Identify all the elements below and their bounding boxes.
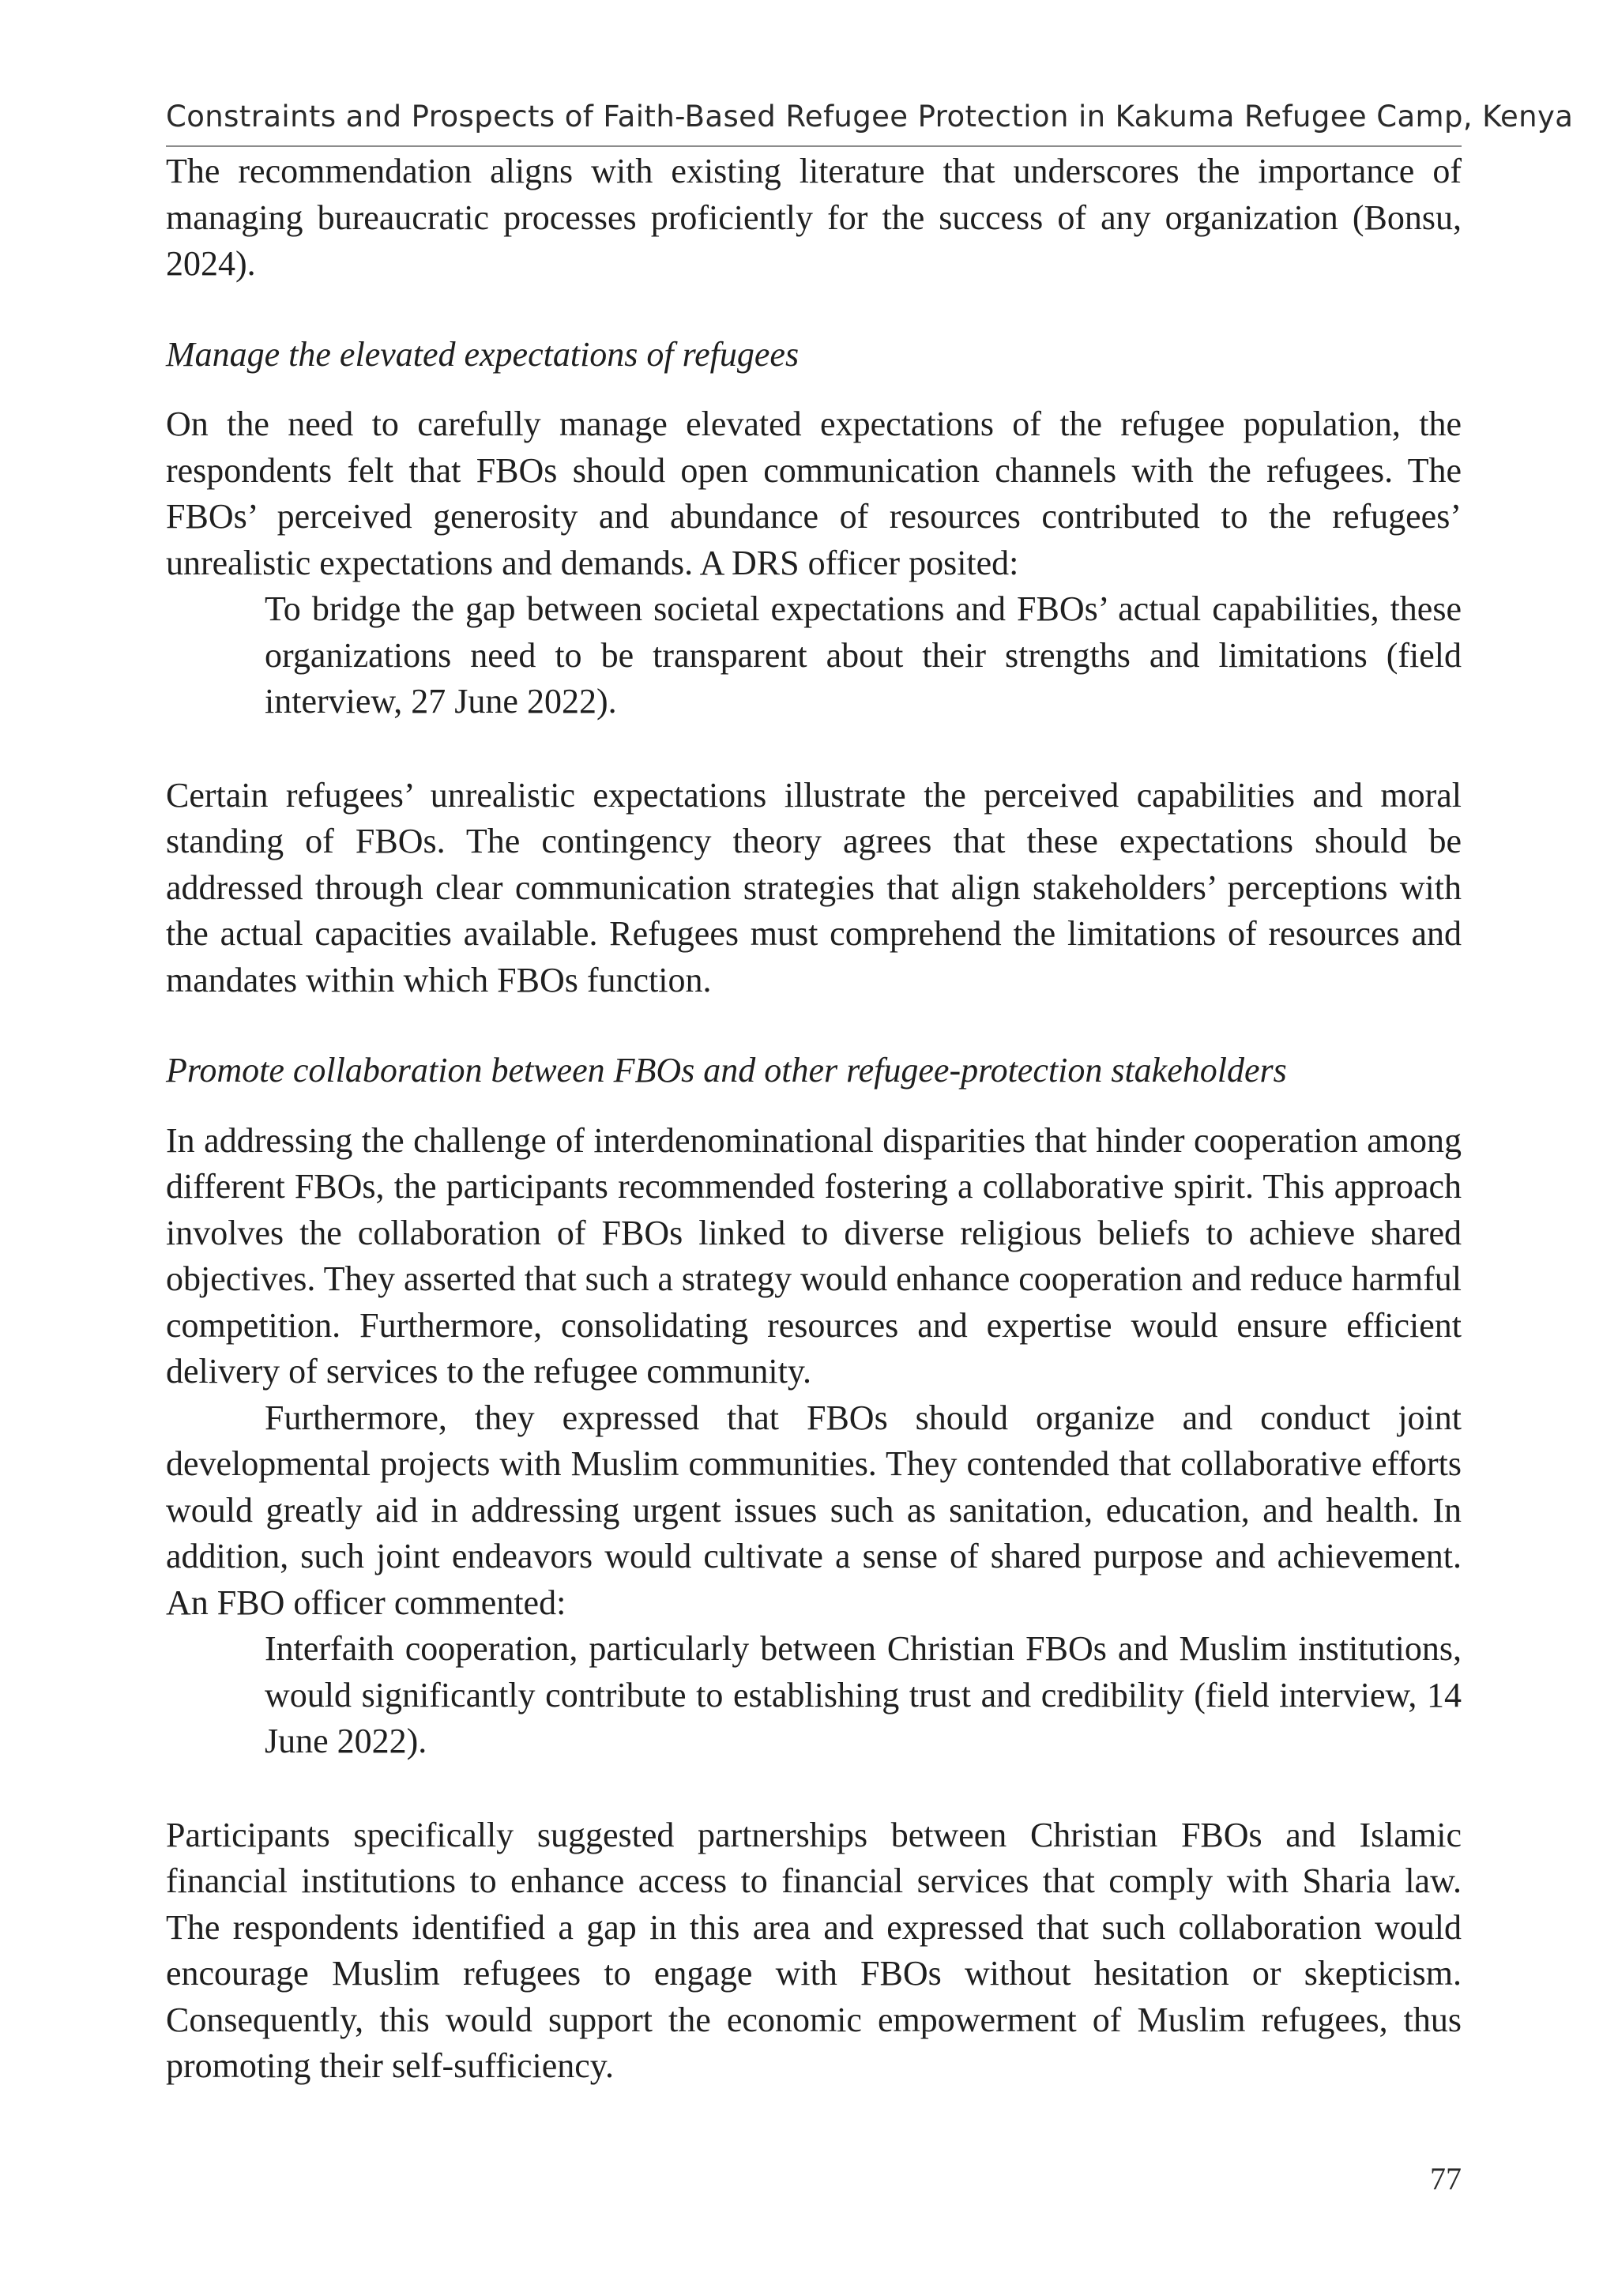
paragraph-bureaucracy: The recommendation aligns with existing literature that underscores the importance of managing bureaucratic processes proficiently for the success of any organization (Bonsu, 2024).: [166, 152, 1462, 283]
running-header: Constraints and Prospects of Faith-Based Refugee Protection in Kakuma Refugee Camp, Kenya: [166, 93, 1462, 147]
paragraph-joint-projects: Furthermore, they expressed that FBOs should organize and conduct joint developmental projects with Muslim communities. They contended that collaborative efforts would greatly aid in addressing urgent issues such as sanitation, education, and health. In addition, such joint endeavors would cultivate a sense of shared purpose and achievement. An FBO officer commented:: [166, 1398, 1462, 1622]
paragraph-interdenominational: In addressing the challenge of interdenominational disparities that hinder cooperation among different FBOs, the participants recommended fostering a collaborative spirit. This approach involves the collaboration of FBOs linked to diverse religious beliefs to achieve shared objectives. They asserted that such a strategy would enhance cooperation and reduce harmful competition. Furthermore, consolidating resources and expertise would ensure efficient delivery of services to the refugee community.: [166, 1120, 1462, 1391]
paragraph-expectations: On the need to carefully manage elevated expectations of the refugee population, the respondents felt that FBOs should open communication channels with the refugees. The FBOs’ perceived generosity and abundance of resources contributed to the refugees’ unrealistic expectations and demands. A DRS officer posited:: [166, 405, 1462, 582]
block-quote-fbo-officer: Interfaith cooperation, particularly between Christian FBOs and Muslim institutions, would significantly contribute to establishing trust and credibility (field interview, 14 June 2022).: [265, 1629, 1462, 1760]
section-heading-collaboration: Promote collaboration between FBOs and other refugee-protection stakeholders: [166, 1051, 1287, 1090]
block-quote-drs-officer: To bridge the gap between societal expectations and FBOs’ actual capabilities, these organizations need to be transparent about their strengths and limitations (field interview, 27 June 2022).: [265, 589, 1462, 721]
section-heading-expectations: Manage the elevated expectations of refugees: [166, 334, 800, 374]
paragraph-contingency-theory: Certain refugees’ unrealistic expectations illustrate the perceived capabilities and moral standing of FBOs. The contingency theory agrees that these expectations should be addressed through clear communication strategies that align stakeholders’ perceptions with the actual capacities available. Refugees must comprehend the limitations of resources and mandates within which FBOs function.: [166, 775, 1462, 999]
page-content: [166, 93, 1574, 2090]
page-number: 77: [1430, 2161, 1462, 2196]
paragraph-islamic-finance: Participants specifically suggested partnerships between Christian FBOs and Islamic financial institutions to enhance access to financial services that comply with Sharia law. The respondents identified a gap in this area and expressed that such collaboration would encourage Muslim refugees to engage with FBOs without hesitation or skepticism. Consequently, this would support the economic empowerment of Muslim refugees, thus promoting their self-sufficiency.: [166, 1815, 1462, 2085]
